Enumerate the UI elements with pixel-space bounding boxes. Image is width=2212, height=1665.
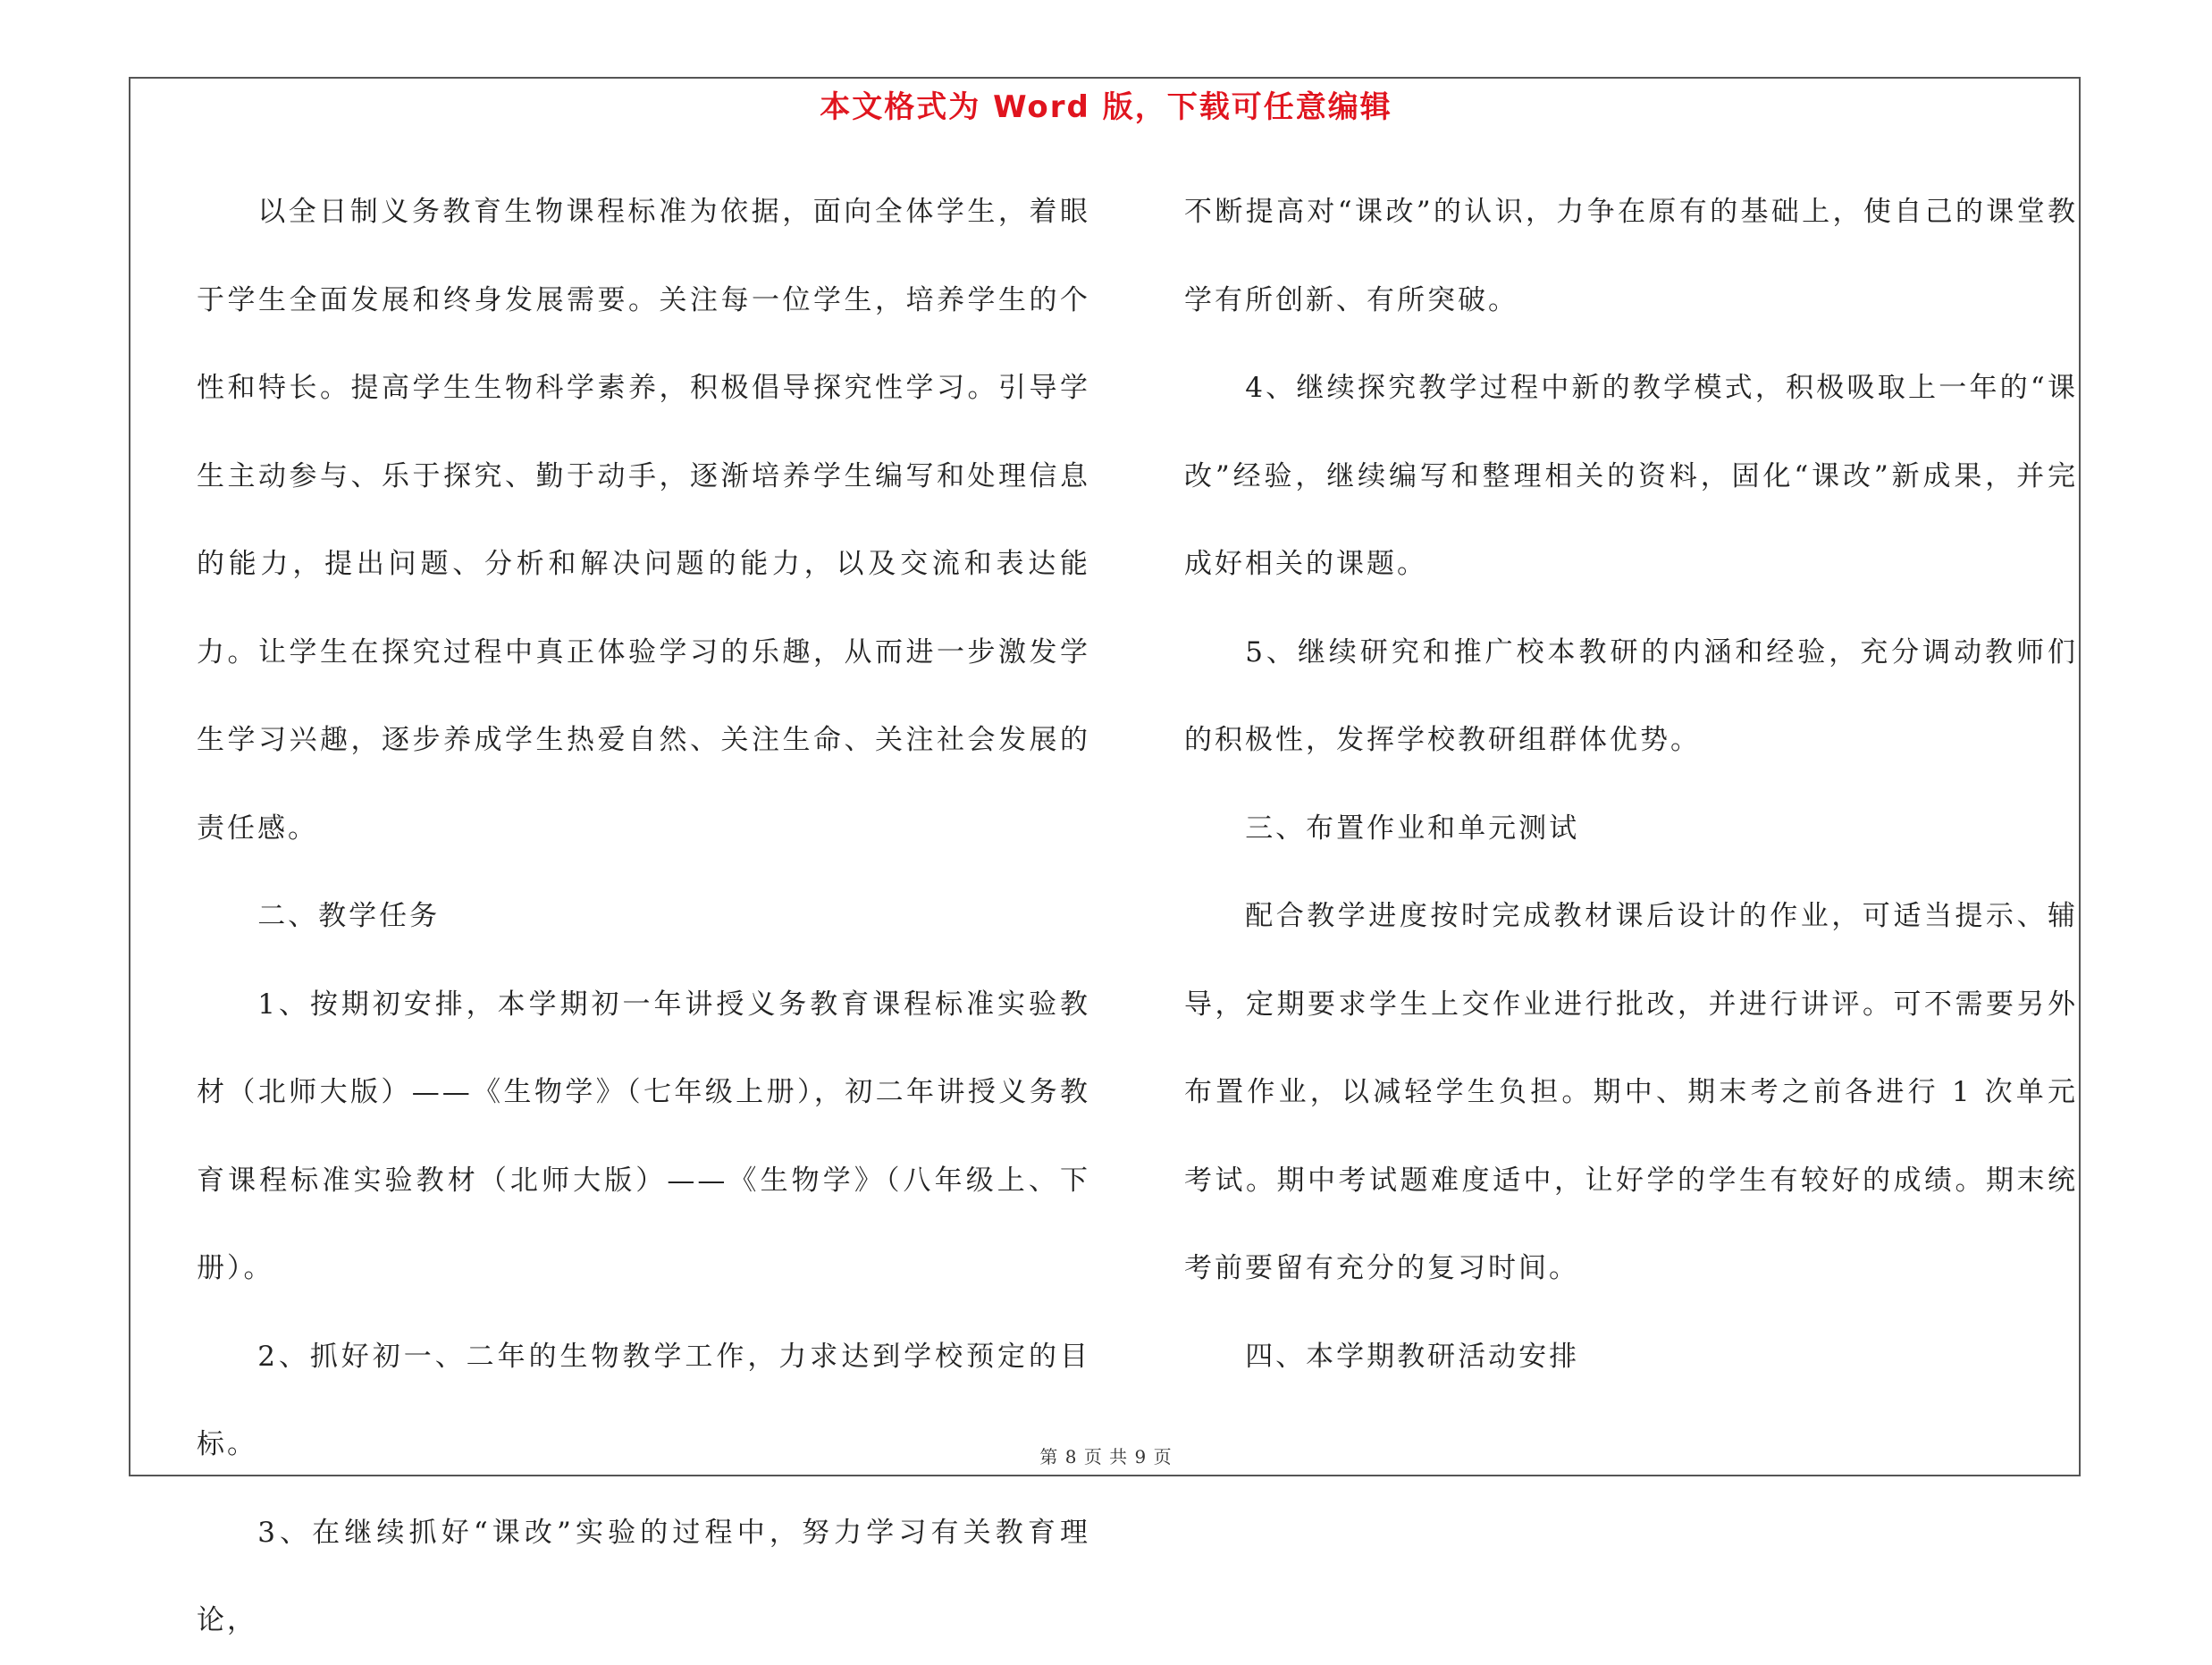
- format-notice-banner: 本文格式为 Word 版，下载可任意编辑: [820, 89, 1392, 125]
- section-heading-research-activities: 四、本学期教研活动安排: [1245, 1340, 1580, 1373]
- page-number-footer: 第 8 页 共 9 页: [1039, 1446, 1173, 1467]
- task-item-2: 2、抓好初一、二年的生物教学工作，力求达到学校预定的目标。: [197, 1340, 1090, 1460]
- homework-paragraph: 配合教学进度按时完成教材课后设计的作业，可适当提示、辅导，定期要求学生上交作业进行批改，并进行讲评。可不需要另外布置作业，以减轻学生负担。期中、期末考之前各进行 1 次单元考试。期中考试题难度适中，让好学的学生有较好的成绩。期末统考前要留有充分的复习时间。: [1184, 900, 2078, 1284]
- task-item-4: 4、继续探究教学过程中新的教学模式，积极吸取上一年的“课改”经验，继续编写和整理相关的资料，固化“课改”新成果，并完成好相关的课题。: [1184, 372, 2078, 580]
- right-column: [1184, 168, 2078, 1400]
- task-item-5: 5、继续研究和推广校本教研的内涵和经验，充分调动教师们的积极性，发挥学校教研组群体优势。: [1184, 635, 2078, 756]
- section-heading-teaching-tasks: 二、教学任务: [257, 900, 441, 932]
- left-column: [197, 168, 1090, 1665]
- intro-paragraph: 以全日制义务教育生物课程标准为依据，面向全体学生，着眼于学生全面发展和终身发展需要。关注每一位学生，培养学生的个性和特长。提高学生生物科学素养，积极倡导探究性学习。引导学生主动参与、乐于探究、勤于动手，逐渐培养学生编写和处理信息的能力，提出问题、分析和解决问题的能力，以及交流和表达能力。让学生在探究过程中真正体验学习的乐趣，从而进一步激发学生学习兴趣，逐步养成学生热爱自然、关注生命、关注社会发展的责任感。: [197, 196, 1090, 845]
- task-item-3: 3、在继续抓好“课改”实验的过程中，努力学习有关教育理论，: [197, 1516, 1090, 1636]
- task-item-3-continued: 不断提高对“课改”的认识，力争在原有的基础上，使自己的课堂教学有所创新、有所突破。: [1184, 196, 2078, 316]
- section-heading-homework: 三、布置作业和单元测试: [1245, 811, 1580, 845]
- task-item-1: 1、按期初安排，本学期初一年讲授义务教育课程标准实验教材（北师大版）——《生物学》（七年级上册），初二年讲授义务教育课程标准实验教材（北师大版）——《生物学》（八年级上、下册）。: [197, 988, 1090, 1284]
